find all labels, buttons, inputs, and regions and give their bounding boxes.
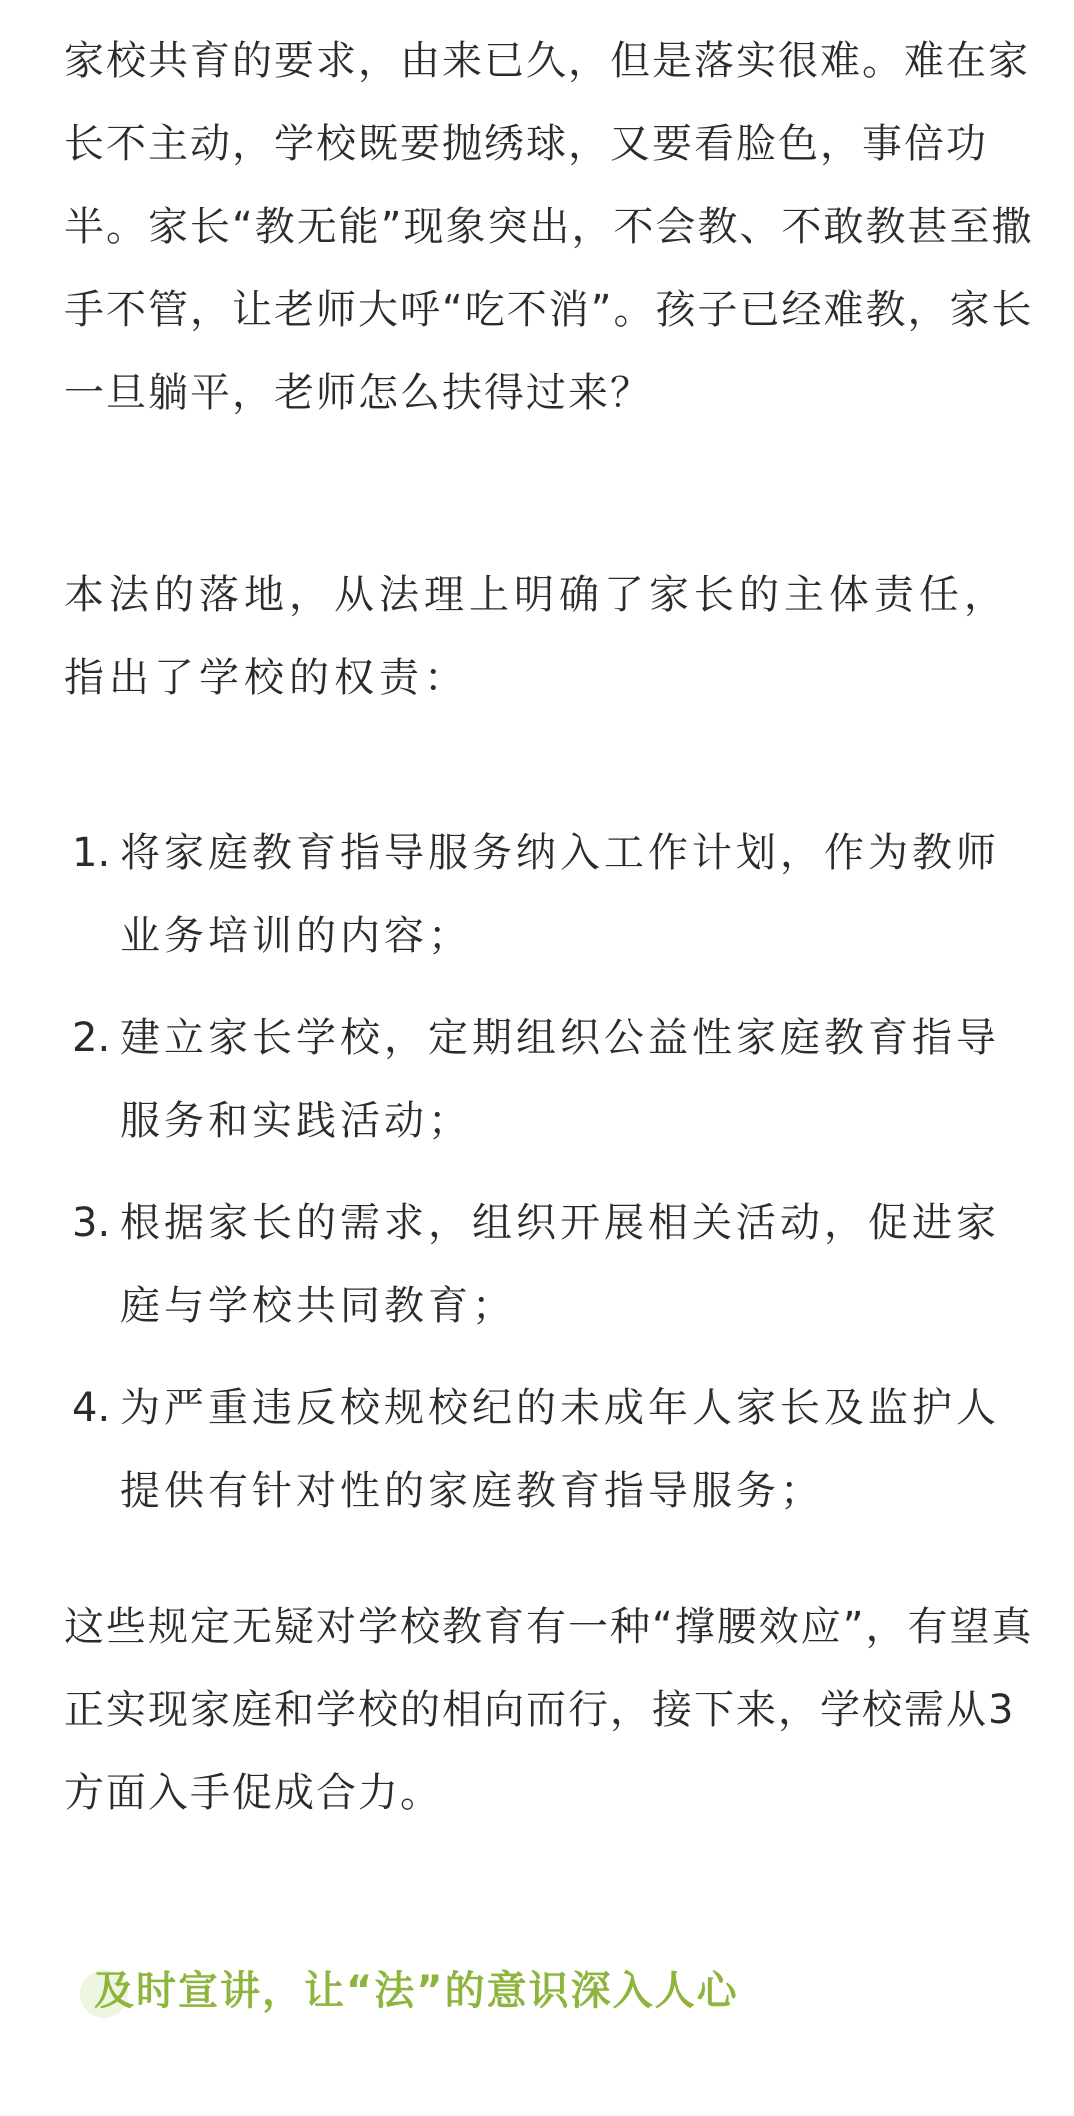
list-item-number: 2. — [72, 1015, 111, 1061]
section-heading-block — [80, 1950, 980, 2070]
paragraph-law: 本法的落地，从法理上明确了家长的主体责任，指出了学校的权责： — [64, 572, 1009, 701]
list-item-text: 为严重违反校规校纪的未成年人家长及监护人提供有针对性的家庭教育指导服务； — [120, 1385, 1000, 1514]
list-item — [64, 1367, 1034, 1533]
list-item-number: 3. — [72, 1200, 111, 1246]
list-item-text: 建立家长学校，定期组织公益性家庭教育指导服务和实践活动； — [120, 1015, 1000, 1144]
section-heading: 及时宣讲，让“法”的意识深入人心 — [94, 1968, 739, 2014]
list-item-number: 1. — [72, 830, 111, 876]
paragraph-intro: 家校共育的要求，由来已久，但是落实很难。难在家长不主动，学校既要抛绣球，又要看脸色，事倍功半。家长“教无能”现象突出，不会教、不敢教甚至撒手不管，让老师大呼“吃不消”。孩子已经难教，家长一旦躺平，老师怎么扶得过来？ — [64, 38, 1034, 416]
list-item — [64, 812, 1034, 978]
paragraph-conclusion: 这些规定无疑对学校教育有一种“撑腰效应”，有望真正实现家庭和学校的相向而行，接下来，学校需从3方面入手促成合力。 — [64, 1604, 1034, 1816]
duties-list — [64, 812, 1034, 1552]
list-item — [64, 997, 1034, 1163]
list-item-number: 4. — [72, 1385, 111, 1431]
list-item-text: 将家庭教育指导服务纳入工作计划，作为教师业务培训的内容； — [120, 830, 1000, 959]
list-item — [64, 1182, 1034, 1348]
list-item-text: 根据家长的需求，组织开展相关活动，促进家庭与学校共同教育； — [120, 1200, 1000, 1329]
